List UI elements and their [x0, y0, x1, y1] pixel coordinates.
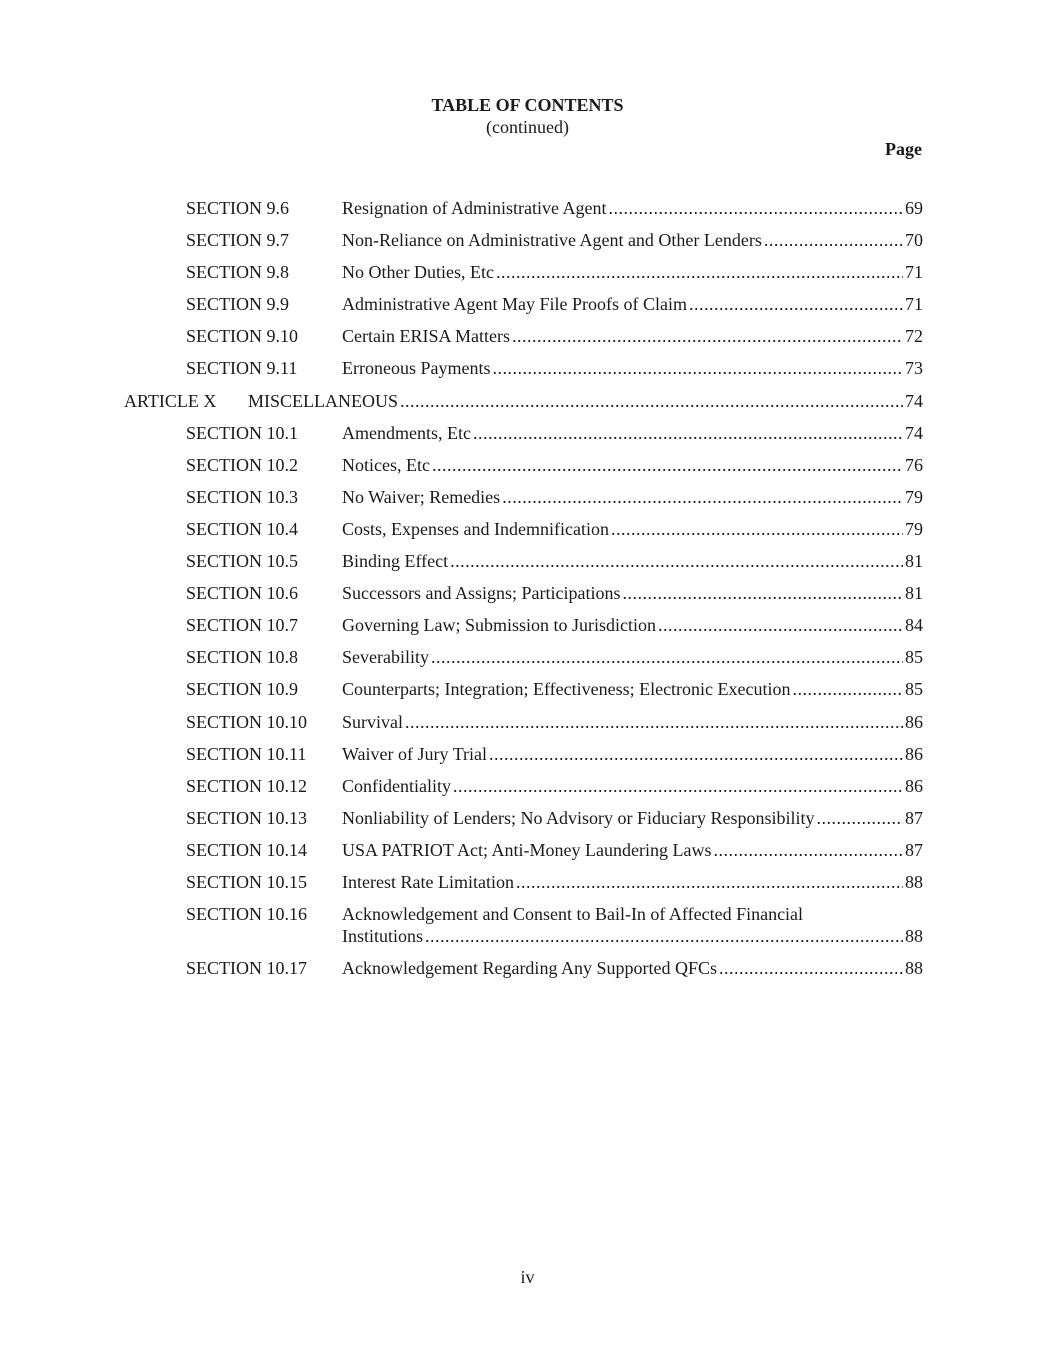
- section-title-line-1: Acknowledgement and Consent to Bail-In of Affected Financial: [342, 904, 804, 925]
- section-number: SECTION 10.12: [186, 775, 307, 796]
- dot-leader: [719, 957, 903, 979]
- page-number: 85: [905, 647, 923, 668]
- page-number: 81: [905, 583, 923, 604]
- section-title: Erroneous Payments: [342, 358, 491, 379]
- toc-entry: [0, 325, 1055, 357]
- footer-page-number: iv: [520, 1267, 535, 1287]
- page-number: 84: [905, 615, 923, 636]
- page-number: 87: [905, 807, 923, 828]
- dot-leader: [496, 261, 903, 283]
- dot-leader: [764, 229, 903, 251]
- section-number: SECTION 10.17: [186, 958, 307, 979]
- toc-entry: [0, 711, 1055, 743]
- section-number: SECTION 10.9: [186, 679, 298, 700]
- page-number: 71: [905, 262, 923, 283]
- section-title: Costs, Expenses and Indemnification: [342, 518, 609, 539]
- toc-entry: [0, 229, 1055, 261]
- section-number: SECTION 10.6: [186, 583, 298, 604]
- dot-leader: [489, 743, 903, 765]
- toc-entry: [0, 678, 1055, 710]
- dot-leader: [405, 711, 903, 733]
- section-number: SECTION 9.11: [186, 358, 298, 379]
- toc-entry: [0, 775, 1055, 807]
- toc-entry: [0, 518, 1055, 550]
- page-number: 76: [905, 454, 923, 475]
- section-title: Non-Reliance on Administrative Agent and Other Lenders: [342, 230, 762, 251]
- section-title: Resignation of Administrative Agent: [342, 198, 607, 218]
- dot-leader: [502, 486, 903, 508]
- page-number: 69: [905, 198, 923, 218]
- dot-leader: [431, 646, 903, 668]
- section-title: Amendments, Etc: [342, 422, 471, 443]
- toc-entry: [0, 197, 1055, 229]
- section-title: Severability: [342, 647, 429, 668]
- toc-article-entry: [0, 390, 1055, 422]
- section-title: Confidentiality: [342, 775, 451, 796]
- section-number: SECTION 10.4: [186, 518, 298, 539]
- dot-leader: [608, 197, 903, 219]
- section-number: SECTION 10.5: [186, 551, 298, 572]
- section-number: SECTION 10.8: [186, 647, 298, 668]
- toc-entry: [0, 871, 1055, 903]
- page-number: 74: [905, 422, 923, 443]
- dot-leader: [611, 518, 903, 540]
- section-title: Interest Rate Limitation: [342, 871, 514, 892]
- toc-entry: [0, 807, 1055, 839]
- toc-list: [0, 197, 1055, 989]
- toc-entry: [0, 454, 1055, 486]
- dot-leader: [473, 422, 903, 444]
- dot-leader: [492, 357, 903, 379]
- section-number: SECTION 10.7: [186, 615, 298, 636]
- dot-leader: [453, 775, 903, 797]
- section-title: Certain ERISA Matters: [342, 326, 510, 347]
- dot-leader: [714, 839, 904, 861]
- section-title: Waiver of Jury Trial: [342, 743, 488, 764]
- section-title: Successors and Assigns; Participations: [342, 583, 621, 604]
- toc-entry: [0, 743, 1055, 775]
- toc-entry: [0, 422, 1055, 454]
- section-number: SECTION 10.2: [186, 454, 298, 475]
- section-title: Counterparts; Integration; Effectiveness; Electronic Execution: [342, 679, 791, 700]
- section-number: SECTION 10.11: [186, 743, 307, 764]
- section-number: SECTION 9.6: [186, 198, 289, 218]
- section-title: No Waiver; Remedies: [342, 486, 501, 507]
- dot-leader: [658, 614, 903, 636]
- section-title: USA PATRIOT Act; Anti-Money Laundering Laws: [342, 839, 712, 860]
- toc-entry: [0, 903, 1055, 957]
- section-number: SECTION 9.8: [186, 262, 289, 283]
- toc-entry: [0, 839, 1055, 871]
- section-title: Survival: [342, 711, 403, 732]
- section-title-line-2: Institutions: [342, 926, 424, 947]
- page-number: 79: [905, 486, 923, 507]
- section-number: SECTION 9.7: [186, 230, 289, 251]
- section-number: SECTION 10.15: [186, 871, 307, 892]
- section-number: SECTION 9.9: [186, 294, 289, 315]
- page-number: 88: [905, 926, 923, 947]
- page-number: 73: [905, 358, 923, 379]
- page-number: 74: [905, 390, 923, 411]
- page-number: 85: [905, 679, 923, 700]
- section-title: Notices, Etc: [342, 454, 430, 475]
- toc-entry: [0, 582, 1055, 614]
- section-number: SECTION 10.3: [186, 486, 298, 507]
- page-number: 86: [905, 743, 923, 764]
- page-number: 88: [905, 958, 923, 979]
- dot-leader: [622, 582, 903, 604]
- dot-leader: [816, 807, 903, 829]
- article-number: ARTICLE X: [124, 390, 217, 411]
- dot-leader: [450, 550, 903, 572]
- section-number: SECTION 10.13: [186, 807, 307, 828]
- dot-leader: [400, 390, 903, 412]
- toc-subtitle: (continued): [486, 117, 569, 137]
- page-number: 87: [905, 839, 923, 860]
- toc-entry: [0, 614, 1055, 646]
- toc-entry: [0, 486, 1055, 518]
- page-number: 86: [905, 775, 923, 796]
- article-title: MISCELLANEOUS: [248, 390, 399, 411]
- section-title: Nonliability of Lenders; No Advisory or Fiduciary Responsibility: [342, 807, 815, 828]
- page-number: 88: [905, 871, 923, 892]
- section-number: SECTION 9.10: [186, 326, 298, 347]
- toc-entry: [0, 646, 1055, 678]
- toc-entry: [0, 957, 1055, 989]
- page-number: 70: [905, 230, 923, 251]
- page-number: 72: [905, 326, 923, 347]
- toc-entry: [0, 550, 1055, 582]
- page-number: 79: [905, 518, 923, 539]
- section-number: SECTION 10.16: [186, 904, 307, 925]
- section-title: No Other Duties, Etc: [342, 262, 494, 283]
- section-title: Acknowledgement Regarding Any Supported QFCs: [342, 958, 717, 979]
- section-number: SECTION 10.10: [186, 711, 307, 732]
- page-number: 81: [905, 551, 923, 572]
- toc-entry: [0, 293, 1055, 325]
- section-number: SECTION 10.14: [186, 839, 307, 860]
- section-title: Binding Effect: [342, 551, 449, 572]
- dot-leader: [432, 454, 903, 476]
- section-title: Governing Law; Submission to Jurisdiction: [342, 615, 656, 636]
- section-number: SECTION 10.1: [186, 422, 298, 443]
- dot-leader: [516, 871, 903, 893]
- dot-leader: [512, 325, 903, 347]
- dot-leader: [689, 293, 903, 315]
- page-number: 71: [905, 294, 923, 315]
- section-title: Administrative Agent May File Proofs of Claim: [342, 294, 687, 315]
- toc-entry: [0, 261, 1055, 293]
- dot-leader: [425, 925, 903, 947]
- dot-leader: [793, 678, 903, 700]
- toc-title: TABLE OF CONTENTS: [431, 95, 624, 115]
- page-column-header: Page: [885, 139, 922, 159]
- page-number: 86: [905, 711, 923, 732]
- toc-entry: [0, 357, 1055, 389]
